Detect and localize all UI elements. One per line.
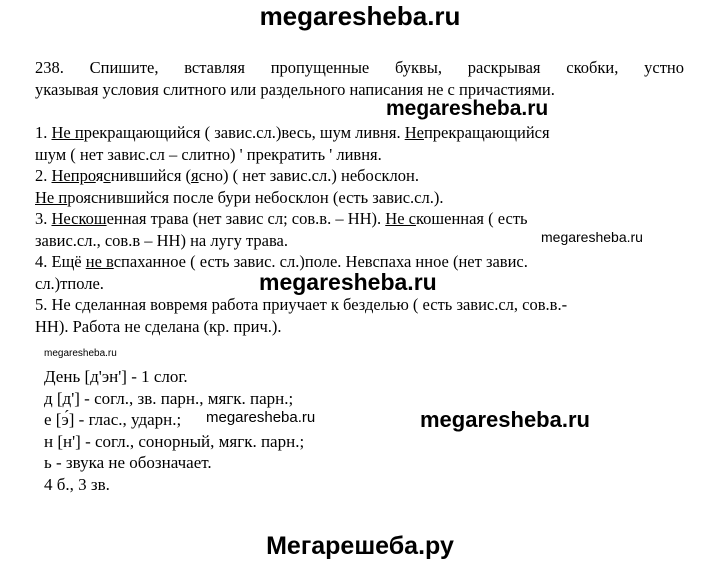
phonetic-analysis bbox=[44, 366, 304, 495]
underlined-prefix: Не п bbox=[51, 123, 84, 142]
watermark-right: megaresheba.ru bbox=[420, 407, 590, 432]
watermark-tiny: megaresheba.ru bbox=[44, 348, 117, 359]
item-number: 3. bbox=[35, 209, 52, 228]
analysis-row: д [д'] - согл., зв. парн., мягк. парн.; bbox=[44, 388, 294, 408]
item-text: нившийся ( bbox=[110, 166, 192, 185]
item-text: прекращающийся bbox=[423, 123, 550, 142]
underlined-prefix: Не bbox=[404, 123, 424, 142]
analysis-row: 4 б., 3 зв. bbox=[44, 474, 110, 494]
item-text: спаханное ( есть завис. сл.)поле. Невспаха нное (нет завис. bbox=[113, 252, 528, 271]
underlined-prefix: Не с bbox=[385, 209, 416, 228]
item-text: енная трава (нет завис сл; сов.в. – НН). bbox=[106, 209, 386, 228]
watermark-bottom: Мегарешеба.ру bbox=[266, 532, 454, 560]
item-5-line-1: 5. Не сделанная вовремя работа приучает к безделью ( есть завис.сл, сов.в.- bbox=[35, 295, 568, 314]
answer-body bbox=[35, 122, 684, 337]
item-1-line-2: шум ( нет завис.сл – слитно) ' прекратить ' ливня. bbox=[35, 144, 382, 164]
underlined-prefix: Непро bbox=[51, 166, 96, 185]
underlined-prefix: Нескош bbox=[51, 209, 107, 228]
item-2-line-2 bbox=[35, 187, 684, 209]
item-text: сно) ( нет завис.сл.) небосклон. bbox=[198, 166, 419, 185]
underlined-prefix: Не п bbox=[35, 187, 68, 207]
item-4-line-1 bbox=[35, 251, 684, 273]
item-4-line-2: сл.)тполе. bbox=[35, 273, 104, 293]
watermark-small-lower: megaresheba.ru bbox=[206, 409, 316, 426]
task-line-2: указывая условия слитного или раздельного написания не с причастиями. bbox=[35, 79, 555, 99]
task-line-1: 238. Спишите, вставляя пропущенные буквы, раскрывая скобки, устно bbox=[35, 58, 684, 77]
item-text: рояснившийся после бури небосклон (есть завис.сл.). bbox=[67, 187, 444, 207]
item-3-line-1 bbox=[35, 208, 684, 230]
task-statement bbox=[35, 57, 684, 100]
item-text: 4. Ещё bbox=[35, 252, 86, 271]
underlined-letter: с bbox=[103, 166, 111, 185]
underlined-prefix: не в bbox=[85, 252, 114, 271]
item-3-line-2: завис.сл., сов.в – НН) на лугу трава. bbox=[35, 230, 288, 250]
analysis-row: ь - звука не обозначает. bbox=[44, 453, 212, 472]
item-number: 2. bbox=[35, 166, 52, 185]
analysis-row: е [э́] - глас., ударн.; bbox=[44, 410, 182, 429]
item-text: я bbox=[95, 166, 104, 185]
item-2-line-1 bbox=[35, 165, 684, 187]
item-1-line-1: 1. Не прекращающийся ( завис.сл.)весь, шум ливня. Непрекращающийся bbox=[35, 123, 550, 142]
analysis-row: н [н'] - согл., сонорный, мягк. парн.; bbox=[44, 431, 305, 451]
item-text: кошенная ( есть bbox=[415, 209, 528, 228]
watermark-center: megaresheba.ru bbox=[259, 269, 437, 295]
underlined-letter: я bbox=[191, 166, 199, 185]
analysis-row: День [д'эн'] - 1 слог. bbox=[44, 367, 188, 386]
item-5-line-2: НН). Работа не сделана (кр. прич.). bbox=[35, 316, 282, 336]
item-text: рекращающийся ( завис.сл.)весь, шум ливня. bbox=[83, 123, 405, 142]
watermark-top: megaresheba.ru bbox=[259, 1, 461, 31]
watermark-small: megaresheba.ru bbox=[541, 229, 643, 245]
watermark-middle: megaresheba.ru bbox=[386, 97, 549, 120]
